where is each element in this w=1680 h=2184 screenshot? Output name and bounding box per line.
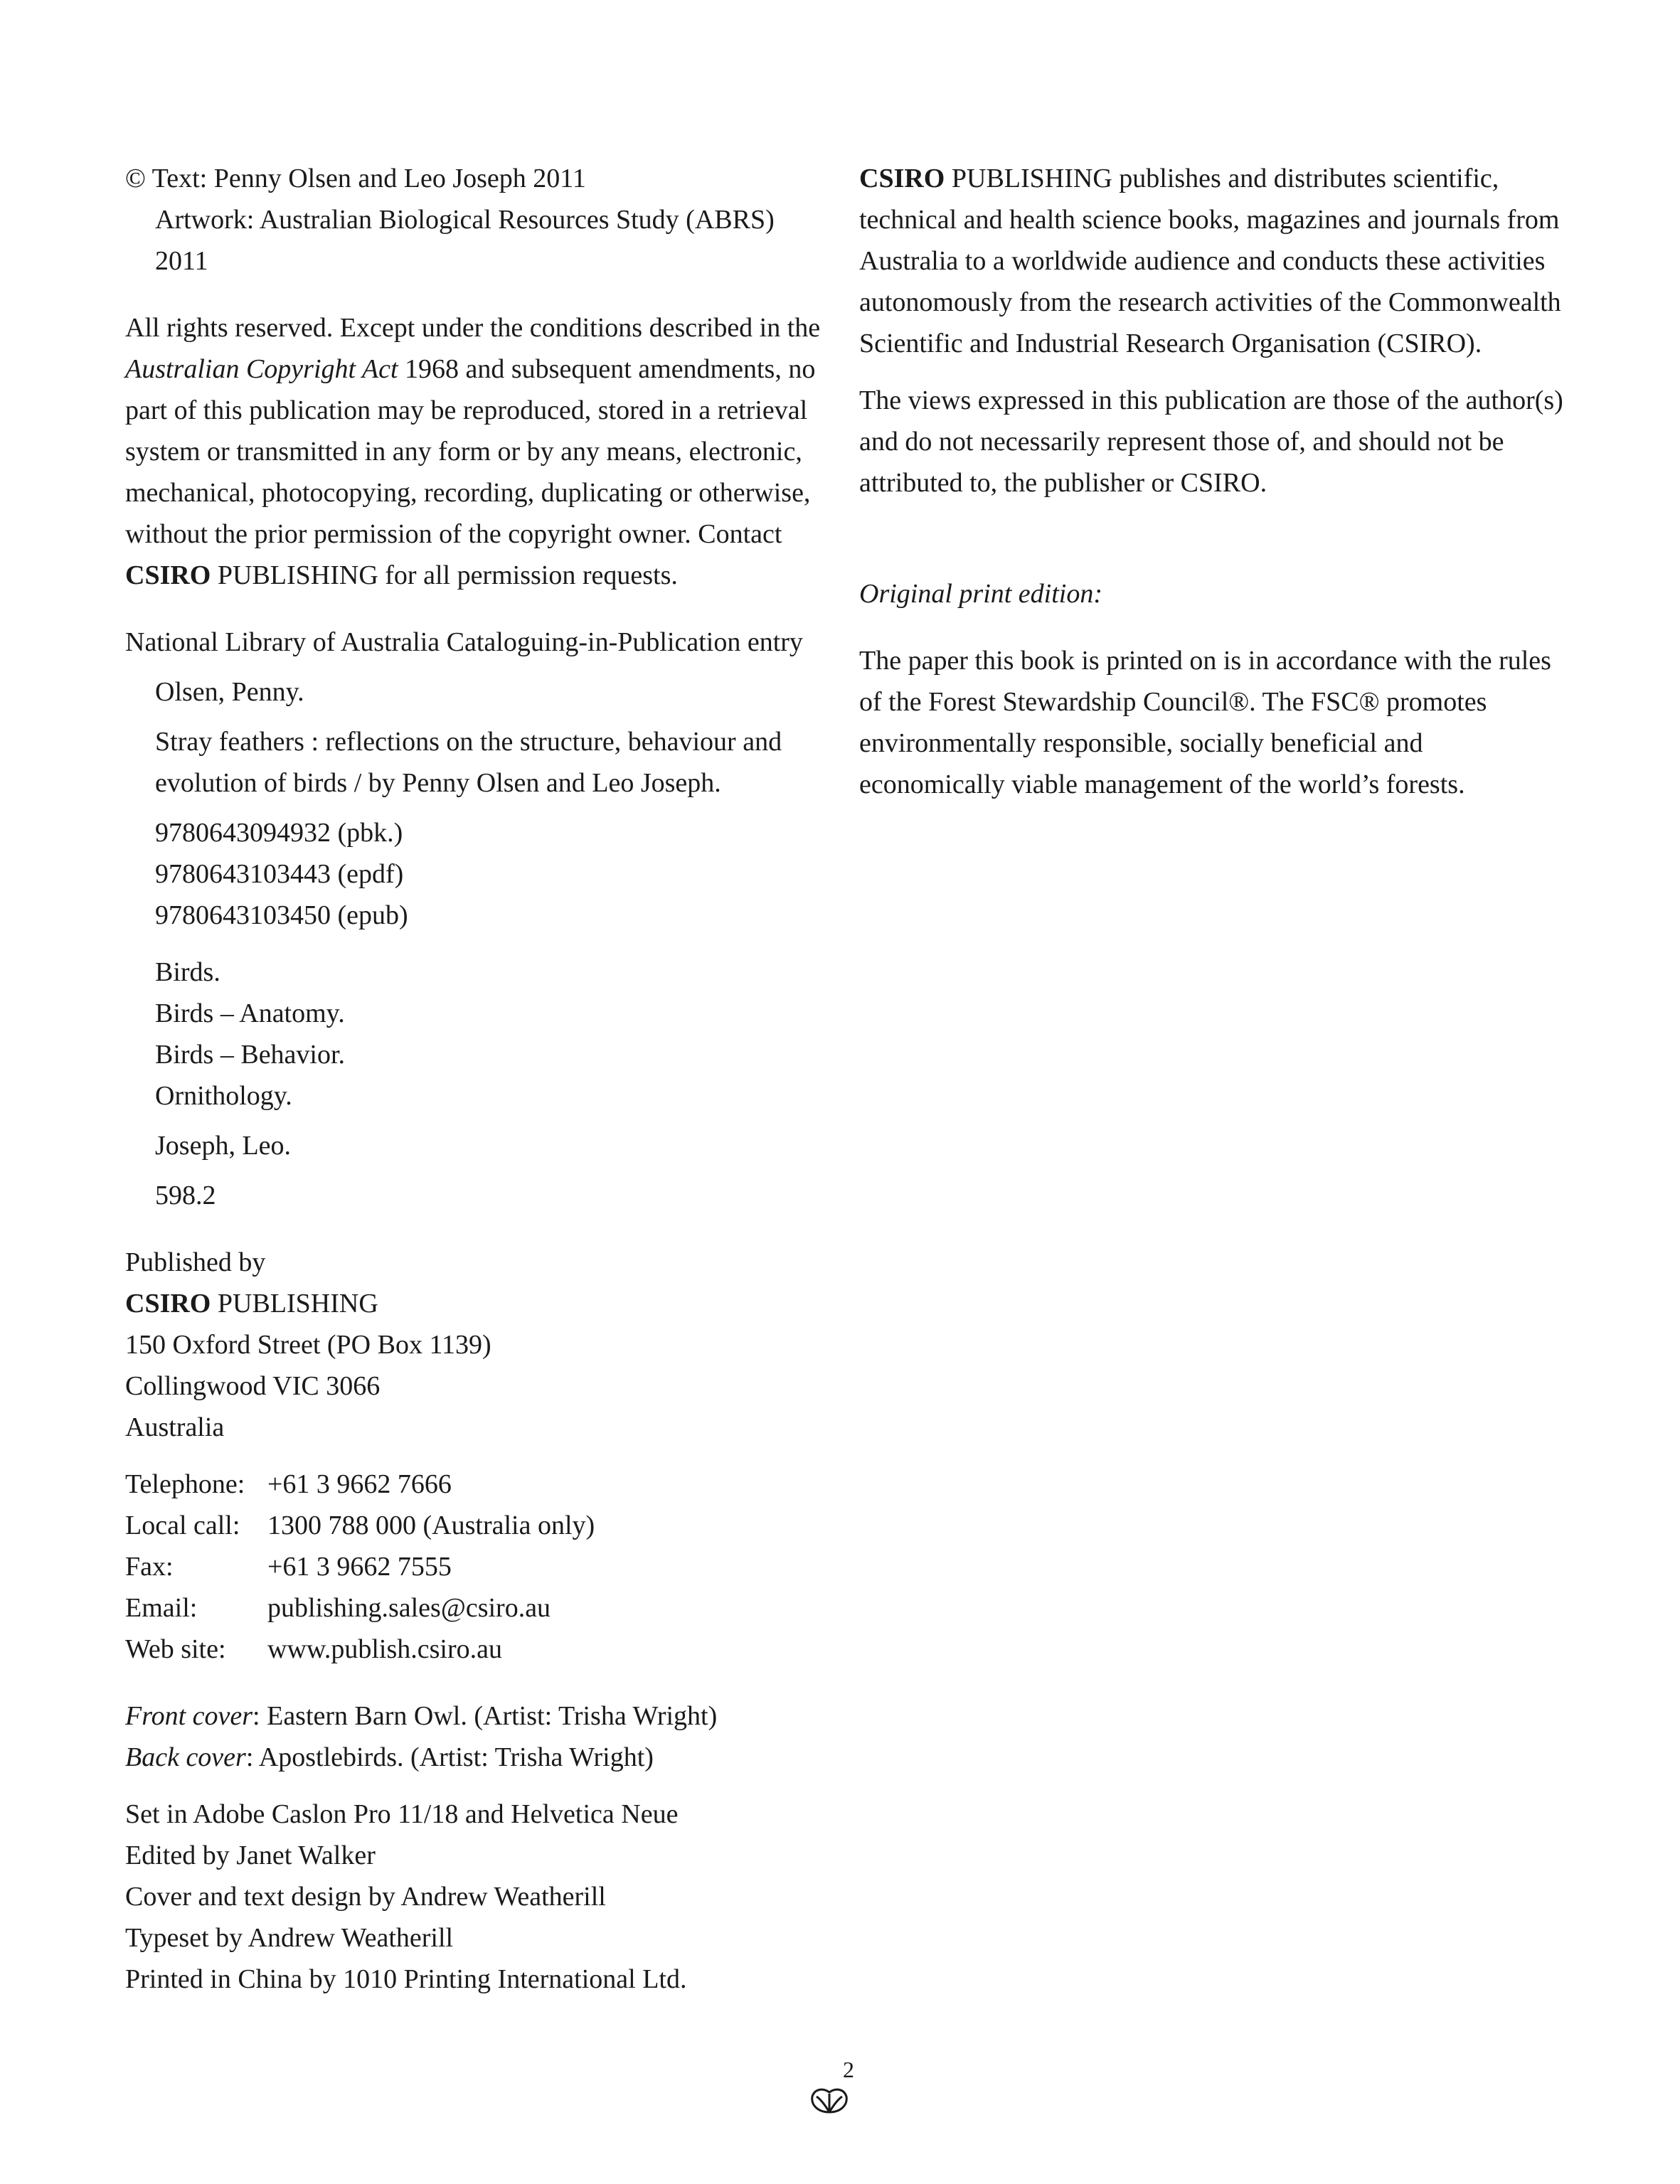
- rights-intro: All rights reserved. Except under the conditions described in the: [125, 313, 821, 343]
- contact-fax: [125, 1546, 836, 1587]
- isbn-epdf: 9780643103443 (epdf): [155, 859, 404, 889]
- production-credits: [125, 1794, 836, 2000]
- contact-local-call: [125, 1505, 836, 1546]
- contact-value: +61 3 9662 7555: [267, 1552, 452, 1582]
- cip-heading: National Library of Australia Cataloguing-in-Publication entry: [125, 627, 803, 657]
- rights-part2: PUBLISHING for all permission requests.: [211, 560, 678, 590]
- subject-item: Birds.: [155, 957, 220, 987]
- isbn-list: [125, 812, 836, 936]
- contact-value: publishing.sales@csiro.au: [267, 1593, 551, 1623]
- views-disclaimer: The views expressed in this publication are those of the author(s) and do not necessarily represent those of, and should not be attributed to, the publisher or CSIRO.: [859, 385, 1563, 498]
- left-column: [125, 158, 836, 2000]
- csiro-bold: CSIRO: [859, 164, 945, 193]
- csiro-bold: CSIRO: [125, 1289, 211, 1319]
- address-line: Collingwood VIC 3066: [125, 1371, 381, 1401]
- contact-value: www.publish.csiro.au: [267, 1634, 502, 1664]
- publisher-name: [125, 1283, 836, 1324]
- page-number: 2: [843, 2057, 854, 2082]
- contact-email: [125, 1587, 836, 1629]
- credit-line: Cover and text design by Andrew Weatherill: [125, 1882, 606, 1912]
- address-line: 150 Oxford Street (PO Box 1139): [125, 1330, 491, 1360]
- subject-item: Ornithology.: [155, 1081, 292, 1111]
- about-csiro-publishing: [859, 158, 1570, 364]
- subject-item: Birds – Anatomy.: [155, 998, 345, 1028]
- contact-website: [125, 1629, 836, 1670]
- copyright-artwork: Artwork: Australian Biological Resources Study (ABRS): [155, 205, 775, 235]
- contact-table: [125, 1464, 836, 1670]
- copyright-text: © Text: Penny Olsen and Leo Joseph 2011: [125, 164, 586, 193]
- front-cover-credit: [125, 1695, 836, 1737]
- rights-statement: [125, 307, 836, 596]
- isbn-epub: 9780643103450 (epub): [155, 900, 408, 930]
- front-cover-label: Front cover: [125, 1701, 253, 1731]
- cip-title: Stray feathers : reflections on the structure, behaviour and evolution of birds / by Penny Olsen and Leo Joseph.: [155, 727, 782, 798]
- front-cover-text: : Eastern Barn Owl. (Artist: Trisha Wright): [252, 1701, 718, 1731]
- contact-value: 1300 788 000 (Australia only): [267, 1511, 595, 1540]
- subject-list: [125, 952, 836, 1117]
- cip-author: Olsen, Penny.: [155, 677, 304, 707]
- rights-part1: 1968 and subsequent amendments, no part of this publication may be reproduced, stored in a retrieval system or transmitted in any form or by any means, electronic, mechanical, photocopying, recording, duplicating or otherwise, without the prior permission of the copyright owner. Contact: [125, 354, 816, 549]
- print-edition-heading-text: Original print edition:: [859, 579, 1102, 609]
- cip-coauthor: Joseph, Leo.: [155, 1131, 292, 1161]
- credit-line: Typeset by Andrew Weatherill: [125, 1923, 454, 1953]
- fsc-statement: The paper this book is printed on is in accordance with the rules of the Forest Stewardship Council®. The FSC® promotes environmentally responsible, socially beneficial and economically viable management of the world’s forests.: [859, 646, 1551, 799]
- about-text: PUBLISHING publishes and distributes scientific, technical and health science books, magazines and journals from Australia to a worldwide audience and conducts these activities autonomously from the research activities of the Commonwealth Scientific and Industrial Research Organisation (CSIRO).: [859, 164, 1561, 358]
- csiro-bold: CSIRO: [125, 560, 211, 590]
- contact-label: Fax:: [125, 1552, 174, 1582]
- right-column: [859, 158, 1570, 805]
- address-line: Australia: [125, 1412, 225, 1442]
- copyright-artwork-year: 2011: [155, 246, 208, 276]
- subject-item: Birds – Behavior.: [155, 1040, 346, 1070]
- credit-line: Edited by Janet Walker: [125, 1841, 376, 1870]
- back-cover-text: : Apostlebirds. (Artist: Trisha Wright): [245, 1742, 654, 1772]
- shell-ornament-icon: [808, 2084, 851, 2115]
- rights-act: Australian Copyright Act: [125, 354, 398, 384]
- credit-line: Printed in China by 1010 Printing International Ltd.: [125, 1964, 687, 1994]
- back-cover-credit: [125, 1737, 836, 1778]
- publisher-rest: PUBLISHING: [211, 1289, 378, 1319]
- contact-label: Web site:: [125, 1634, 226, 1664]
- back-cover-label: Back cover: [125, 1742, 246, 1772]
- contact-telephone: [125, 1464, 836, 1505]
- isbn-pbk: 9780643094932 (pbk.): [155, 818, 403, 848]
- contact-label: Email:: [125, 1593, 198, 1623]
- contact-label: Telephone:: [125, 1469, 245, 1499]
- print-edition-heading: [859, 573, 1570, 614]
- contact-label: Local call:: [125, 1511, 240, 1540]
- published-by: Published by: [125, 1247, 266, 1277]
- cip-dewey: 598.2: [155, 1181, 216, 1210]
- credit-line: Set in Adobe Caslon Pro 11/18 and Helvetica Neue: [125, 1799, 679, 1829]
- contact-value: +61 3 9662 7666: [267, 1469, 452, 1499]
